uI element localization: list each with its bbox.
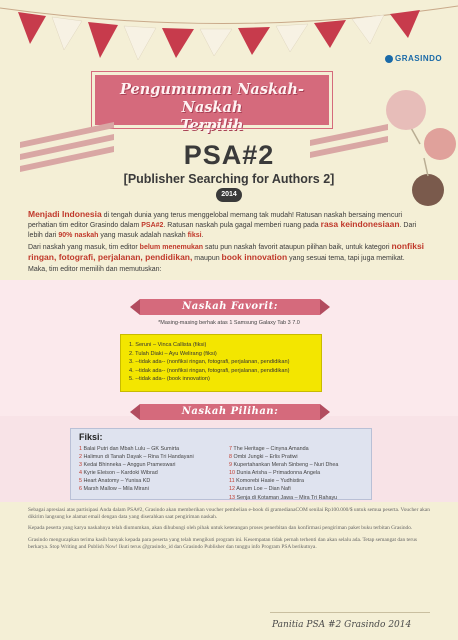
favorit-list (129, 341, 321, 384)
footer-paragraph-2: Kepada peserta yang karya naskahnya telah diumumkan, akan dihubungi oleh pihak untuk keterangan proses penerbitan dan konfirmasi pengiriman paket buku terbitan Grasindo. (28, 525, 413, 532)
list-item: 7 The Heritage – Cinyna Amanda (229, 446, 309, 452)
favorit-ribbon: Naskah Favorit: (140, 299, 320, 315)
title-banner (92, 72, 332, 134)
footer-paragraph-3: Grasindo mengucapkan terima kasih banyak kepada para peserta yang telah mengikuti program ini. Kesempatan tidak pernah terhenti dan akan selalu ada. Tetap semangat dan terus berkarya. Stop Writing and Publish Now! Ikuti terus @grasindo_id dan Grasindo Publisher dan tunggu info Program PSA berikutnya. (28, 536, 418, 550)
footer-paragraph-1: Sebagai apresiasi atas partisipasi Anda dalam PSA#2, Grasindo akan memberikan voucher pembelian e-book di gramedianaCOM senilai Rp100.000/$ untuk semua peserta. Voucher akan dikirim langsung ke alamat email dengan data yang diserahkan saat pengiriman naskah. (28, 507, 430, 521)
list-item: 2 Halimun di Tanah Dayak – Rina Tri Handayani (79, 454, 194, 461)
psa-heading: PSA#2 (183, 140, 275, 170)
list-item: 3. --tidak ada-- (nonfiksi ringan, fotografi, perjalanan, pendidikan) (129, 359, 290, 365)
fiksi-list-right (229, 445, 369, 502)
favorit-list-box (120, 334, 322, 392)
psa-subtitle: [Publisher Searching for Authors 2] (123, 172, 335, 186)
intro-text (28, 210, 430, 276)
title-line-2: Terpilih (180, 117, 244, 134)
list-item: 6 Marsh Mallow – Mila Mirani (79, 486, 149, 493)
list-item: 3 Kedai Bhinneka – Anggun Prameswari (79, 462, 176, 469)
grasindo-logo: GRASINDO (385, 54, 442, 63)
fiksi-label: Fiksi: (79, 432, 103, 442)
intro-paragraph-2: Dari naskah yang masuk, tim editor belum menemukan satu pun naskah favorit ataupun pilihan baik, untuk kategori nonfiksi ringan, fotografi, perjalanan, pendidikan, maupun book innovation yang sesuai tema, tapi juga memikat. (28, 241, 425, 262)
footer-text (28, 507, 430, 555)
intro-paragraph-3: Maka, tim editor memilih dan memutuskan: (28, 266, 162, 274)
fiksi-list-left (79, 445, 219, 494)
list-item: 5. --tidak ada-- (book innovation) (129, 376, 210, 382)
signature-divider (270, 612, 430, 613)
signature: Panitia PSA #2 Grasindo 2014 (272, 620, 412, 630)
logo-mark-icon (385, 55, 393, 63)
list-item: 12 Aurum Loe – Dian Nafi (229, 486, 291, 493)
list-item: 2. Tulah Diaki – Ayu Welirang (fiksi) (129, 350, 217, 357)
favorit-note: *Masing-masing berhak atas 1 Samsung Galaxy Tab 3 7.0 (158, 320, 300, 326)
list-item: 10 Dunia Arisha – Primadonna Angela (229, 470, 321, 477)
list-item: 4. --tidak ada-- (nonfiksi ringan, fotografi, perjalanan, pendidikan) (129, 367, 290, 374)
list-item: 5 Heart Anatomy – Yunisa KD (79, 478, 151, 485)
list-item: 9 Kupertahankan Merah Sinbeng – Nuri Dhea (229, 462, 339, 469)
fiksi-list-box (70, 428, 372, 500)
year-badge: 2014 (216, 188, 242, 202)
list-item: 8 Ombi Jungki – Erlis Pratiwi (229, 454, 298, 461)
title-line-1: Pengumuman Naskah-Naskah (120, 81, 304, 116)
intro-paragraph-1: Menjadi Indonesia di tengah dunia yang terus menggelobal memang tak mudah! Ratusan naskah bersaing mencuri perhatian tim editor Grasindo dalam PSA#2. Ratusan naskah pula gagal memberi ruang pada rasa keindonesiaan. Dari lebih dari 90% naskah yang masuk adalah naskah fiksi. (28, 209, 417, 239)
list-item: 1 Balai Putri dan Mbah Lulu – GK Sumirta (79, 446, 180, 452)
list-item: 1. Seruni – Vinca Callista (fiksi) (129, 342, 207, 348)
list-item: 11 Komorebi Hasie – Yudhistira (229, 478, 305, 485)
list-item: 4 Kyrie Eleison – Kardoki Wibrad (79, 470, 158, 477)
list-item: 13 Senja di Kotaman Jawa – Mira Tri Rahayu (229, 494, 338, 501)
pilihan-ribbon: Naskah Pilihan: (140, 404, 320, 420)
